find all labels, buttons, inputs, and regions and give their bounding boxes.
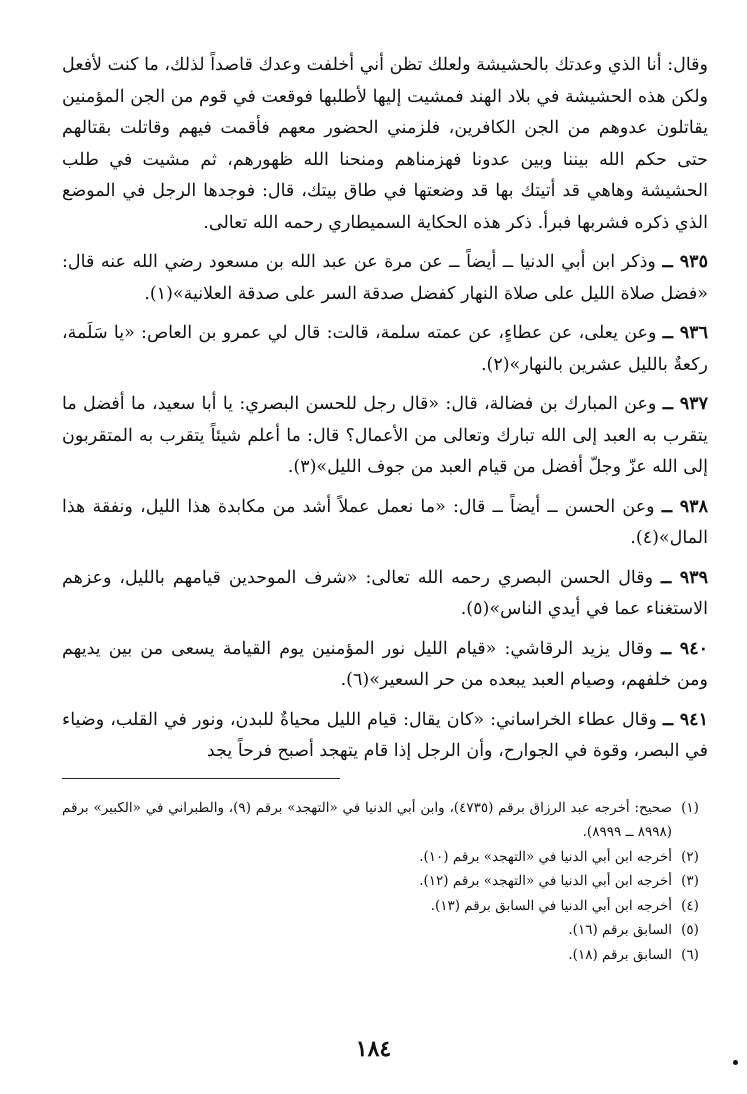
footnote-separator [62,768,708,782]
footnote-item [62,943,708,968]
paragraph-text: وقال يزيد الرقاشي: «قيام الليل نور المؤمنين يوم القيامة يسعى من بين يديهم ومن خلفهم، وصيام العبد يبعده من حر السعير»(٦). [62,638,708,690]
footnote-text: أخرجه ابن أبي الدنيا في السابق برقم (١٣). [430,897,672,914]
paragraph-text: وعن الحسن ــ أيضاً ــ قال: «ما نعمل عملاً أشد من مكابدة هذا الليل، ونفقة هذا المال»(٤). [62,496,708,548]
paragraph-text: وعن المبارك بن فضالة، قال: «قال رجل للحسن البصري: يا أبا سعيد، ما أفضل ما يتقرب به العبد إلى الله تبارك وتعالى من الأعمال؟ قال: ما أعلم شيئاً يتقرب به المتقربون إلى الله عزّ وجلّ أفضل من قيام العبد من جوف الليل»(٣). [62,394,708,477]
footnote-number: (٣) [681,873,699,889]
page-body [62,50,708,967]
paragraph-941 [62,705,708,768]
footnote-text: السابق برقم (١٨). [568,946,672,963]
footnote-text: صحيح: أخرجه عبد الرزاق برقم (٤٧٣٥)، وابن أبي الدنيا في «التهجد» برقم (٩)، والطبراني في «الكبير» برقم (٨٩٩٨ ــ ٨٩٩٩). [62,799,672,840]
paragraph-text: وعن يعلى، عن عطاءٍ، عن عمته سلمة، قالت: قال لي عمرو بن العاص: «يا سَلَمة، ركعةٌ بالليل عشرين بالنهار»(٢). [62,323,708,375]
paragraph-939 [62,563,708,626]
footnote-rule [62,778,340,779]
footnote-number: (١) [681,799,699,816]
paragraph-number: ٩٣٦ ــ [662,323,708,343]
footnote-text: أخرجه ابن أبي الدنيا في «التهجد» برقم (١٢). [419,873,672,889]
footnotes [62,796,708,968]
paragraph-940 [62,634,708,697]
paragraph-number: ٩٣٧ ــ [662,394,708,414]
footnote-item [62,869,708,894]
paragraph-935 [62,247,708,310]
footnote-number: (٤) [681,897,699,914]
footnote-number: (٥) [681,922,699,938]
paragraph-number: ٩٤٠ ــ [660,638,708,659]
paragraph-text: وقال عطاء الخراساني: «كان يقال: قيام الليل محياةٌ للبدن، ونور في القلب، وضياء في البصر، وقوة في الجوارح، وأن الرجل إذا قام يتهجد أصبح فرحاً يجد [62,709,708,761]
paragraph-text: وقال: أنا الذي وعدتك بالحشيشة ولعلك تظن أني أخلفت وعدك قاصداً لذلك، ما كنت لأفعل ولكن هذه الحشيشة في بلاد الهند فمشيت إليها لأطلبها فوقعت في قوم من الجن المؤمنين يقاتلون عدوهم من الجن الكافرين، فلزمني الحضور معهم فأقمت فيهم وقاتلت بقتالهم حتى حكم الله بيننا وبين عدونا فهزمناهم ومنحنا الله ظهورهم، ثم مشيت في طلب الحشيشة وهاهي قد أتيتك بها قد وضعتها في طاق بيتك، قال: فوجدها الرجل في الموضع الذي ذكره فشربها فبرأ. ذكر هذه الحكاية السميطاري رحمه الله تعالى. [62,55,708,233]
paragraph-text: وذكر ابن أبي الدنيا ــ أيضاً ــ عن مرة عن عبد الله بن مسعود رضي الله عنه قال: «فضل صلاة الليل على صلاة النهار كفضل صدقة السر على صدقة العلانية»(١). [62,252,708,304]
paragraph-936 [62,318,708,381]
paragraph-number: ٩٤١ ــ [662,709,708,730]
paragraph-937 [62,389,708,484]
paragraph-intro [62,50,708,239]
paragraph-number: ٩٣٩ ــ [661,567,708,588]
footnote-item [62,845,708,870]
footnote-number: (٢) [681,848,699,865]
footnote-item [62,894,708,919]
page-number: ١٨٤ [355,1036,392,1062]
paragraph-number: ٩٣٨ ــ [661,496,708,517]
paragraph-938 [62,492,708,555]
paragraph-text: وقال الحسن البصري رحمه الله تعالى: «شرف الموحدين قيامهم بالليل، وعزهم الاستغناء عما في أيدي الناس»(٥). [62,567,708,619]
footnote-text: أخرجه ابن أبي الدنيا في «التهجد» برقم (١٠). [419,848,672,865]
margin-dot [733,1060,738,1065]
footnote-number: (٦) [681,946,699,963]
paragraph-number: ٩٣٥ ــ [662,252,708,272]
footnote-text: السابق برقم (١٦). [568,922,672,938]
footnote-item [62,918,708,943]
footnote-item [62,796,708,845]
